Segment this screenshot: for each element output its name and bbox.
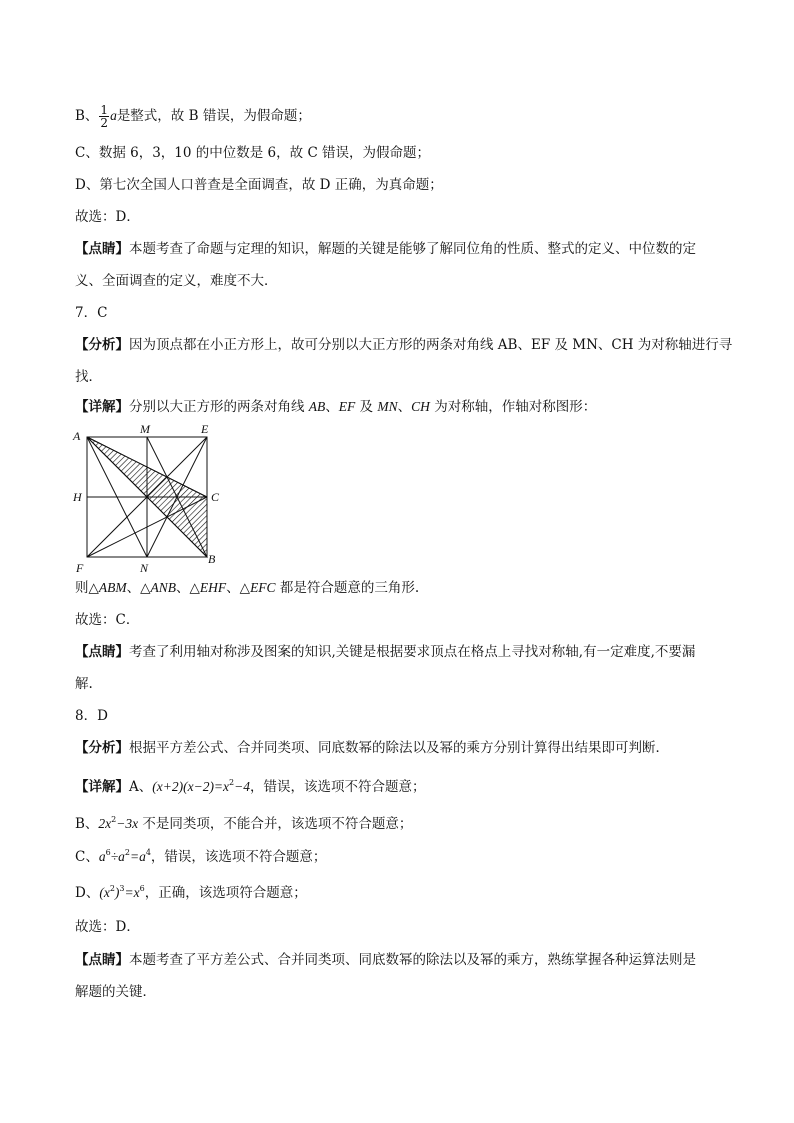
text: 分别以大正方形的两条对角线 — [129, 399, 309, 415]
label-b: B — [208, 552, 216, 566]
math-expression: =x — [124, 885, 140, 900]
fraction-numerator: 1 — [100, 103, 109, 117]
text: ，正确，该选项符合题意； — [144, 885, 307, 901]
text-line: 义、全面调查的定义，难度不大． — [75, 273, 278, 289]
option-label: C、 — [75, 849, 99, 865]
option-label: B、 — [75, 108, 99, 124]
label-f: F — [76, 561, 84, 575]
text: 则△ — [75, 580, 99, 596]
section-tag: 【分析】 — [75, 337, 129, 353]
math-expression: ÷a — [110, 849, 125, 864]
geometry-figure — [70, 420, 230, 580]
analysis-line — [75, 738, 669, 758]
question-number: 7．C — [75, 305, 108, 321]
text: 本题考查了命题与定理的知识，解题的关键是能够了解同位角的性质、整式的定义、中位数的定 — [129, 241, 696, 257]
text-line — [75, 104, 311, 129]
text: 本题考查了平方差公式、合并同类项、同底数幂的除法以及幂的乘方，熟练掌握各种运算法则是 — [129, 952, 696, 968]
option-label: D、 — [75, 885, 100, 901]
math-variable: CH — [411, 399, 430, 414]
comment-line — [75, 642, 695, 662]
text: 及 — [355, 399, 378, 415]
exponent: 2 — [124, 848, 130, 857]
detail-line — [75, 773, 426, 797]
math-variable: a — [110, 108, 117, 123]
text-line: C、数据 6，3，10 的中位数是 6，故 C 错误，为假命题； — [75, 145, 431, 161]
text: 不是同类项，不能合并，该选项不符合题意； — [138, 816, 413, 832]
math-variable: ANB — [150, 580, 177, 595]
text: ，错误，该选项不符合题意； — [250, 779, 426, 795]
text: 、△ — [176, 580, 200, 596]
label-n: N — [140, 561, 149, 575]
text: 都是符合题意的三角形. — [275, 580, 420, 596]
text-line: 解题的关键． — [75, 984, 156, 1000]
section-tag: 【点睛】 — [75, 644, 129, 660]
math-expression: −3x — [116, 816, 139, 831]
section-tag: 【分析】 — [75, 740, 129, 756]
text-line: 解. — [75, 676, 93, 692]
text-line: D、第七次全国人口普查是全面调查，故 D 正确，为真命题； — [75, 177, 443, 193]
math-expression: −4 — [234, 779, 251, 794]
text: ，错误，该选项不符合题意； — [150, 849, 327, 865]
exponent: 2 — [229, 778, 235, 787]
text: 、 — [397, 399, 412, 415]
text: 是整式，故 B 错误，为假命题； — [116, 108, 311, 124]
section-tag: 【点睛】 — [75, 241, 129, 257]
text-line — [75, 578, 419, 598]
math-expression: =a — [129, 849, 146, 864]
label-m: M — [140, 422, 150, 436]
math-expression: 2x — [98, 816, 112, 831]
math-variable: AB — [308, 399, 326, 414]
fraction-denominator: 2 — [100, 116, 109, 130]
text: 因为顶点都在小正方形上，故可分别以大正方形的两条对角线 AB、EF 及 MN、CH 为对称轴进行寻 — [129, 337, 733, 353]
label-h: H — [73, 490, 82, 504]
math-expression: ) — [114, 885, 120, 900]
math-variable: EFC — [250, 580, 276, 595]
comment-line — [75, 950, 696, 970]
math-variable: EHF — [199, 580, 227, 595]
math-expression: (x — [99, 885, 110, 900]
text-line — [75, 810, 412, 834]
text: 、 — [325, 399, 339, 415]
text: 考查了利用轴对称涉及图案的知识,关键是根据要求顶点在格点上寻找对称轴,有一定难度,不要漏 — [129, 644, 696, 660]
comment-line — [75, 239, 696, 259]
math-expression: a — [98, 849, 106, 864]
text: 、△ — [226, 580, 251, 596]
label-e: E — [201, 422, 209, 436]
text: 根据平方差公式、合并同类项、同底数幂的除法以及幂的乘方分别计算得出结果即可判断． — [129, 740, 669, 756]
section-tag: 【点睛】 — [75, 952, 129, 968]
text-line: 故选：D． — [75, 919, 140, 935]
section-tag: 【详解】 — [75, 779, 129, 795]
text: 、△ — [126, 580, 151, 596]
exponent: 6 — [105, 848, 111, 857]
label-c: C — [211, 490, 220, 504]
question-number: 8．D — [75, 708, 108, 724]
section-tag: 【详解】 — [75, 399, 129, 415]
label-a: A — [73, 429, 81, 443]
exponent: 2 — [111, 815, 117, 824]
exponent: 4 — [145, 848, 151, 857]
fraction — [99, 104, 109, 129]
detail-line — [75, 397, 596, 417]
text-line: 找． — [75, 369, 102, 385]
text-line — [75, 879, 307, 903]
option-label: A、 — [129, 779, 153, 795]
exponent: 3 — [119, 884, 125, 893]
math-variable: ABM — [98, 580, 127, 595]
exponent: 2 — [109, 884, 115, 893]
option-label: B、 — [75, 816, 99, 832]
exponent: 6 — [139, 884, 145, 893]
math-variable: MN — [377, 399, 398, 414]
text: 为对称轴，作轴对称图形： — [429, 399, 597, 415]
math-variable: EF — [338, 399, 356, 414]
text-line — [75, 843, 326, 867]
text-line: 故选：D． — [75, 209, 140, 225]
analysis-line — [75, 335, 732, 355]
text-line: 故选：C． — [75, 612, 140, 628]
math-expression: (x+2)(x−2)=x — [152, 779, 230, 794]
